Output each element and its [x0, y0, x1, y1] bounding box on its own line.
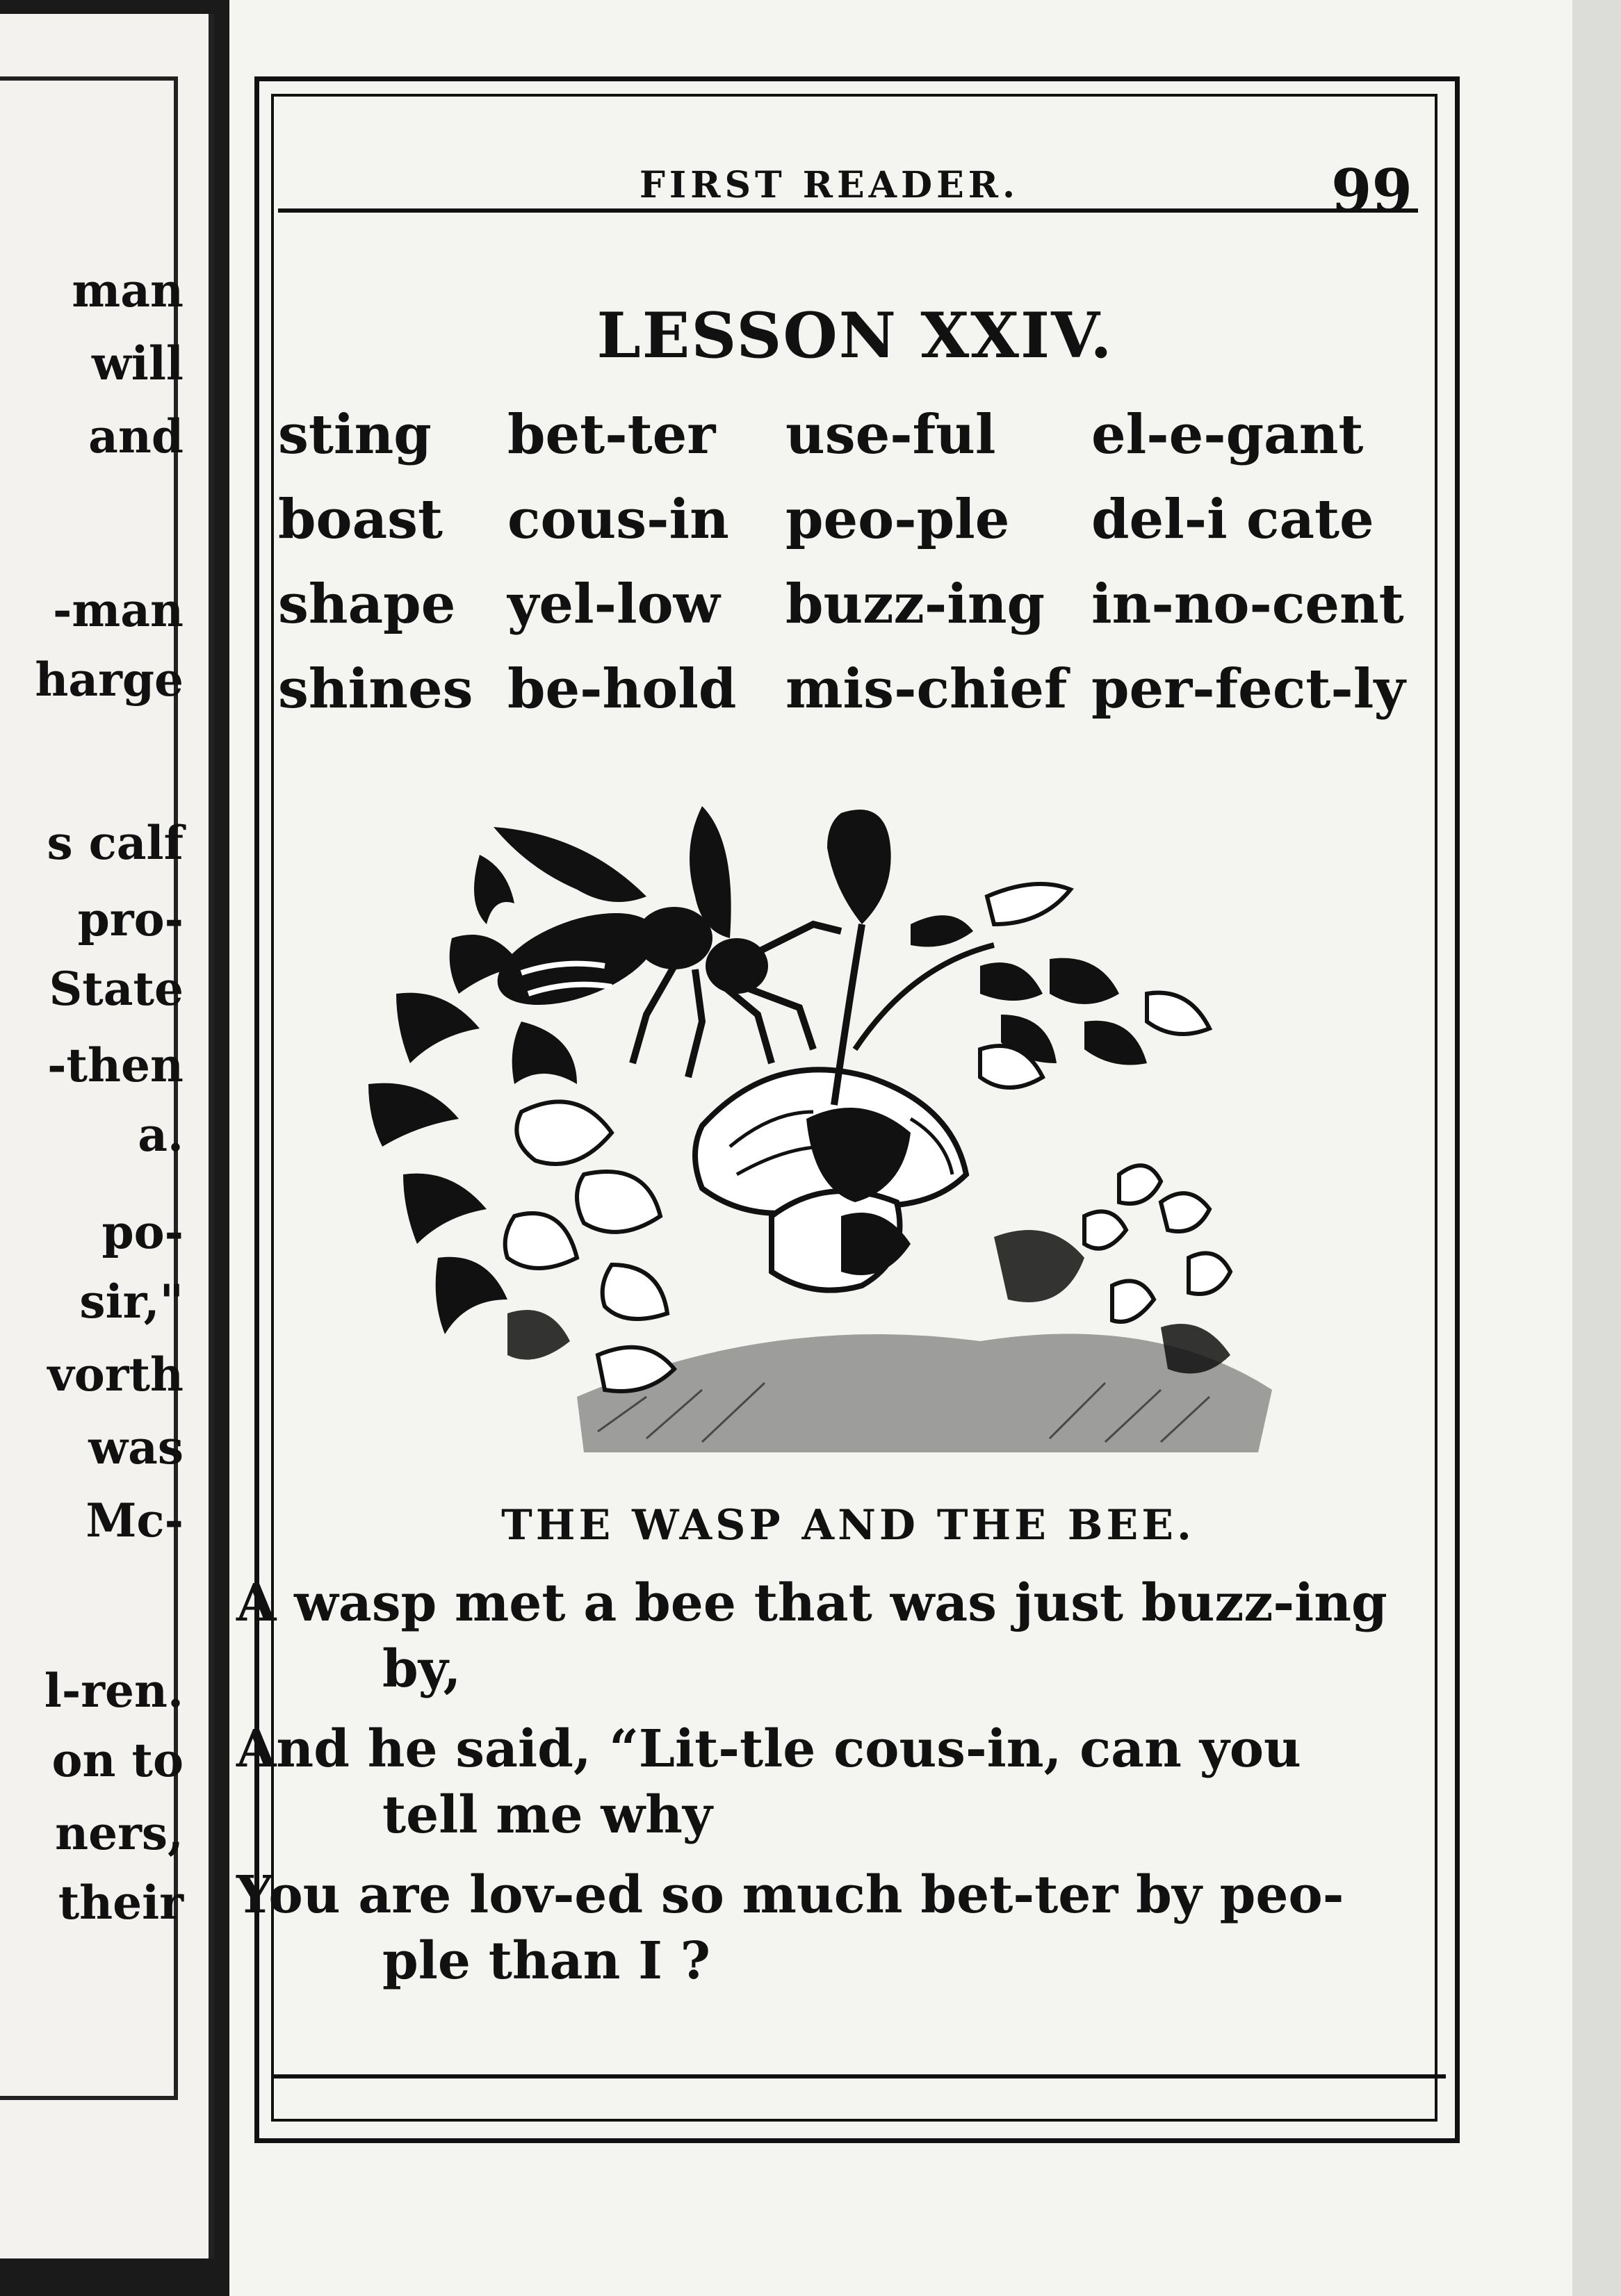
left-page-word: -man: [53, 583, 184, 637]
lesson-title: LESSON XXIV.: [596, 299, 1114, 372]
left-page: [0, 14, 214, 2258]
poem-line-continuation: by,: [382, 1639, 462, 1699]
bottom-rule: [271, 2074, 1446, 2078]
spelling-word: mis-chief: [785, 657, 1068, 721]
spelling-word: yel-low: [507, 573, 720, 636]
left-page-word: harge: [35, 653, 184, 707]
right-page: [229, 0, 1621, 2296]
spelling-word: sting: [278, 403, 432, 466]
left-page-word: will: [91, 336, 184, 391]
left-page-word: vorth: [47, 1347, 184, 1402]
left-page-word: a.: [138, 1108, 184, 1162]
story-title: THE WASP AND THE BEE.: [501, 1501, 1195, 1550]
left-page-word: sir,": [79, 1274, 184, 1329]
poem-line-continuation: tell me why: [382, 1785, 712, 1845]
poem-line: A wasp met a bee that was just buzz-ing: [236, 1573, 1387, 1633]
left-page-word: pro-: [77, 892, 184, 946]
left-page-word: ners,: [55, 1806, 184, 1860]
left-page-word: and: [88, 409, 184, 464]
left-page-word: l-ren.: [44, 1664, 184, 1718]
poem-line: And he said, “Lit-tle cous-in, can you: [236, 1719, 1301, 1779]
left-page-word: po-: [101, 1205, 184, 1259]
spelling-word: bet-ter: [507, 403, 716, 466]
left-page-word: on to: [51, 1733, 184, 1787]
left-page-word: s calf: [47, 816, 184, 870]
running-head: FIRST READER.: [640, 164, 1020, 206]
spelling-word-grid: [278, 403, 1432, 721]
header-rule: [278, 208, 1418, 213]
wasp-engraving-svg: [285, 785, 1369, 1473]
left-page-word: man: [72, 263, 184, 318]
wasp-illustration: [285, 785, 1369, 1473]
spelling-word: boast: [278, 488, 443, 551]
spelling-word: be-hold: [507, 657, 737, 721]
spelling-word: peo-ple: [785, 488, 1010, 551]
page-edge-shadow: [1572, 0, 1621, 2296]
left-page-word: -then: [47, 1038, 184, 1092]
poem-line: You are lov-ed so much bet-ter by peo-: [236, 1865, 1344, 1925]
spelling-word: shines: [278, 657, 473, 721]
poem-line-continuation: ple than I ?: [382, 1931, 710, 1991]
left-page-word: Mc-: [85, 1493, 184, 1548]
spelling-word: del-i cate: [1091, 488, 1374, 551]
spelling-word: use-ful: [785, 403, 996, 466]
spelling-word: per-fect-ly: [1091, 657, 1406, 721]
left-page-word: State: [49, 962, 184, 1016]
spelling-word: cous-in: [507, 488, 729, 551]
spelling-word: el-e-gant: [1091, 403, 1364, 466]
spelling-word: buzz-ing: [785, 573, 1045, 636]
spelling-word: in-no-cent: [1091, 573, 1404, 636]
spelling-word: shape: [278, 573, 456, 636]
page-number: 99: [1331, 156, 1412, 225]
left-page-word: was: [88, 1420, 184, 1475]
left-page-word: their: [58, 1876, 184, 1930]
